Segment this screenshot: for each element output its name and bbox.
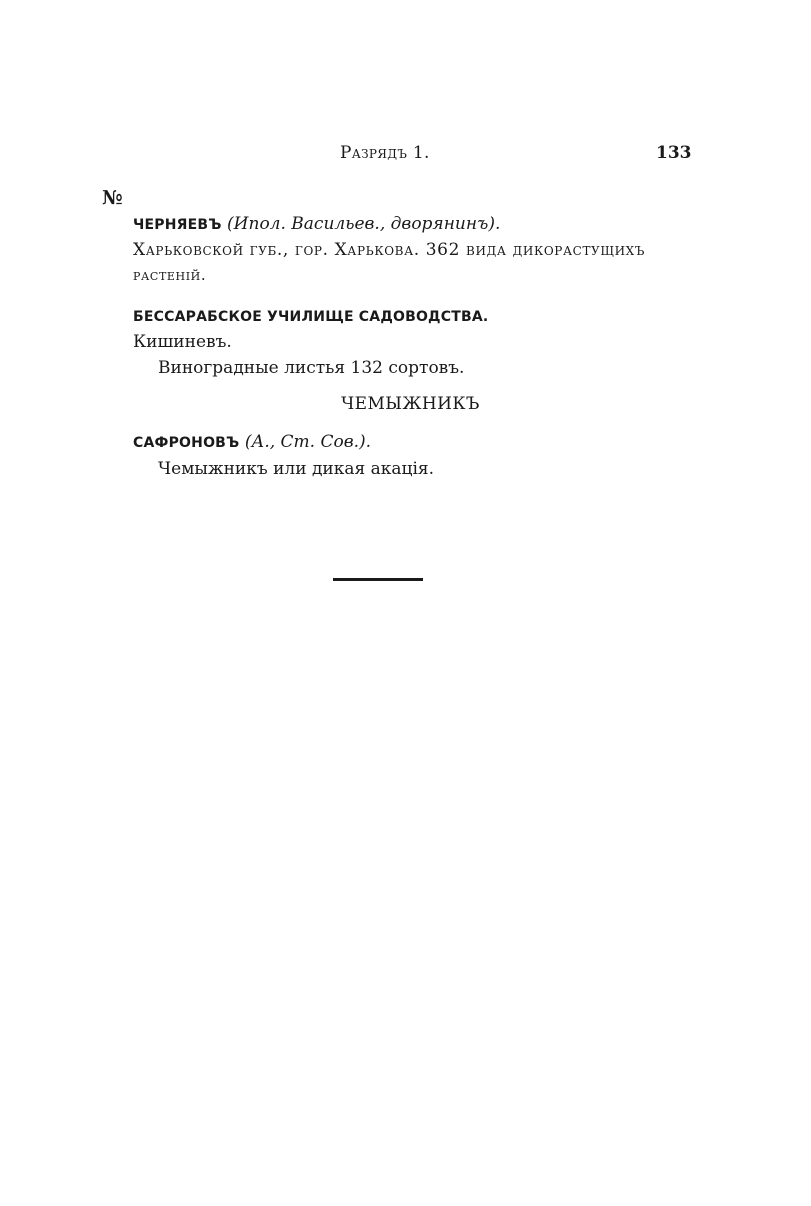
entry-1-name: ЧЕРНЯЕВЪ: [133, 217, 222, 233]
entry-3-details: (А., Ст. Сов.).: [244, 432, 372, 452]
entry-1-details: (Ипол. Васильев., дворянинъ).: [227, 214, 501, 234]
entry-2-title: [133, 306, 488, 326]
entry-1-title: [133, 214, 500, 234]
entry-2-exhibit: Виноградные листья 132 сортовъ.: [158, 358, 465, 378]
running-head: [0, 143, 811, 169]
number-sign: №: [102, 187, 123, 209]
section-title: Разрядъ 1.: [340, 143, 430, 163]
entry-1-location: Харьковской губ., гор. Харькова. 362 вида дикорастущихъ: [133, 240, 645, 260]
entry-3-exhibit: Чемыжникъ или дикая акація.: [158, 459, 435, 479]
entry-2-location: Кишиневъ.: [133, 332, 232, 352]
entry-3-name: САФРОНОВЪ: [133, 435, 240, 451]
page-number: 133: [656, 143, 692, 163]
entry-1-location-cont: растеній.: [133, 266, 207, 284]
entry-2-name: БЕССАРАБСКОЕ УЧИЛИЩЕ САДОВОДСТВА.: [133, 309, 489, 325]
section-heading: ЧЕМЫЖНИКЪ: [341, 394, 480, 414]
entry-3-title: [133, 432, 371, 452]
end-rule: [333, 578, 423, 581]
